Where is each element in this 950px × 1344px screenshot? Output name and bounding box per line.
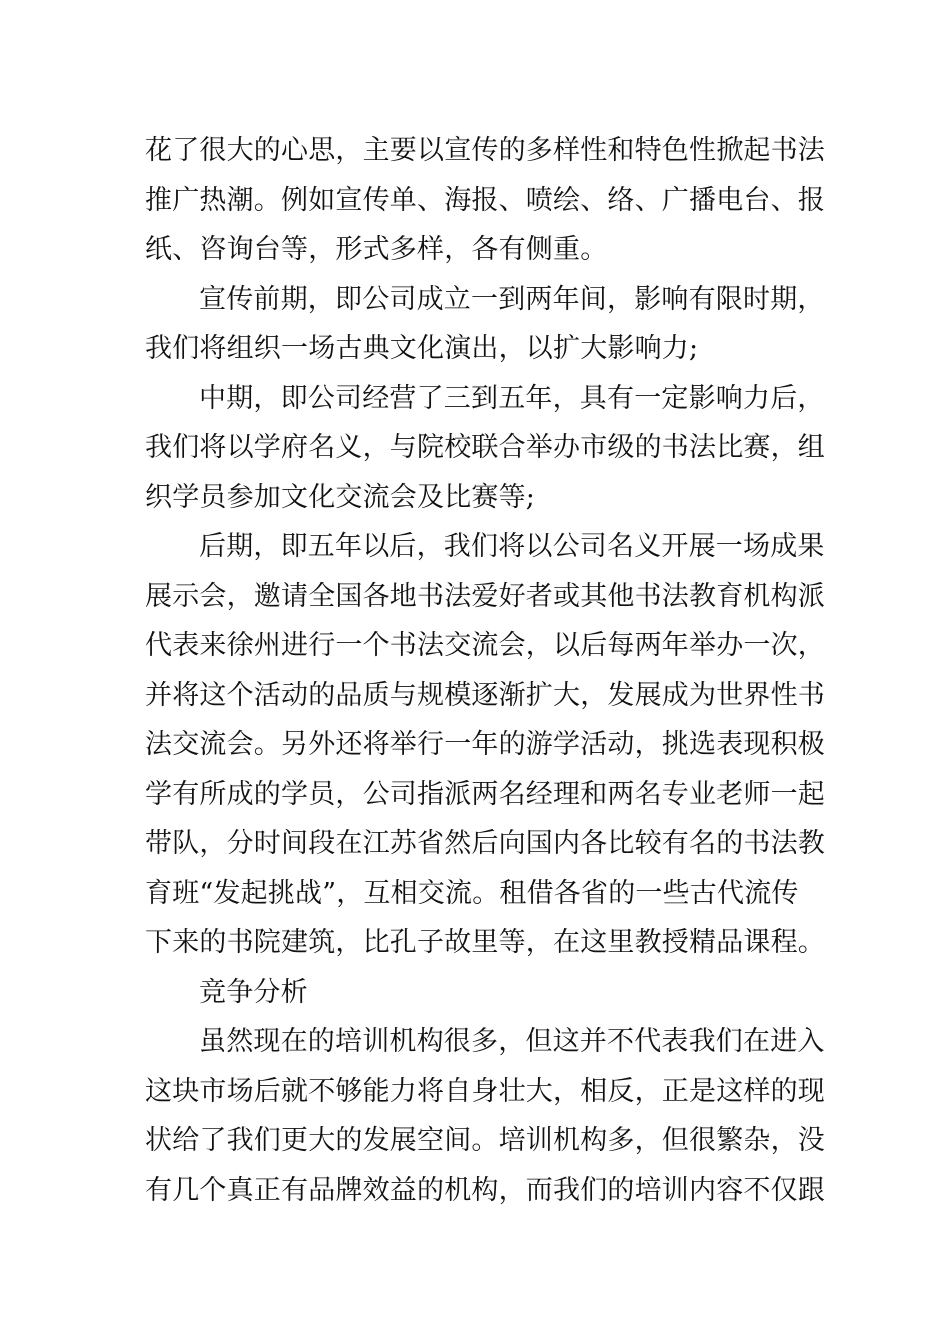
paragraph-late-stage — [145, 522, 825, 968]
text-line: 有几个真正有品牌效益的机构，而我们的培训内容不仅跟 — [145, 1174, 825, 1206]
section-heading-competition-analysis — [145, 968, 810, 1018]
paragraph-promotion-methods — [145, 126, 825, 275]
text-line: 花了很大的心思，主要以宣传的多样性和特色性掀起书法 — [145, 135, 825, 166]
text-line: 并将这个活动的品质与规模逐渐扩大，发展成为世界性书 — [145, 679, 825, 711]
text-line: 代表来徐州进行一个书法交流会，以后每两年举办一次， — [145, 630, 825, 661]
text-line: 推广热潮。例如宣传单、海报、喷绘、络、广播电台、报 — [145, 184, 825, 216]
text-line: 下来的书院建筑，比孔子故里等，在这里教授精品课程。 — [145, 927, 825, 958]
paragraph-middle-stage — [145, 374, 825, 523]
text-line: 学有所成的学员，公司指派两名经理和两名专业老师一起 — [145, 778, 825, 810]
text-line: 展示会，邀请全国各地书法爱好者或其他书法教育机构派 — [145, 580, 825, 612]
text-line: 后期，即五年以后，我们将以公司名义开展一场成果 — [199, 531, 825, 562]
text-line: 带队，分时间段在江苏省然后向国内各比较有名的书法教 — [145, 828, 825, 859]
text-line: 育班“发起挑战”，互相交流。租借各省的一些古代流传 — [145, 877, 799, 909]
text-line: 法交流会。另外还将举行一年的游学活动，挑选表现积极 — [145, 729, 825, 760]
text-line: 虽然现在的培训机构很多，但这并不代表我们在进入 — [199, 1026, 825, 1057]
text-line: 这块市场后就不够能力将自身壮大，相反，正是这样的现 — [145, 1075, 825, 1107]
text-line: 我们将以学府名义，与院校联合举办市级的书法比赛，组 — [145, 432, 825, 463]
paragraph-competition — [145, 1017, 825, 1215]
text-line: 状给了我们更大的发展空间。培训机构多，但很繁杂，没 — [145, 1125, 825, 1156]
paragraph-early-stage — [145, 275, 825, 374]
text-line: 中期，即公司经营了三到五年，具有一定影响力后， — [199, 382, 825, 414]
document-body — [145, 126, 825, 1215]
section-heading-text: 竞争分析 — [199, 976, 308, 1008]
text-line: 织学员参加文化交流会及比赛等; — [145, 481, 536, 513]
text-line: 宣传前期，即公司成立一到两年间，影响有限时期， — [199, 283, 825, 315]
text-line: 纸、咨询台等，形式多样，各有侧重。 — [145, 234, 608, 265]
text-line: 我们将组织一场古典文化演出，以扩大影响力; — [145, 333, 699, 364]
